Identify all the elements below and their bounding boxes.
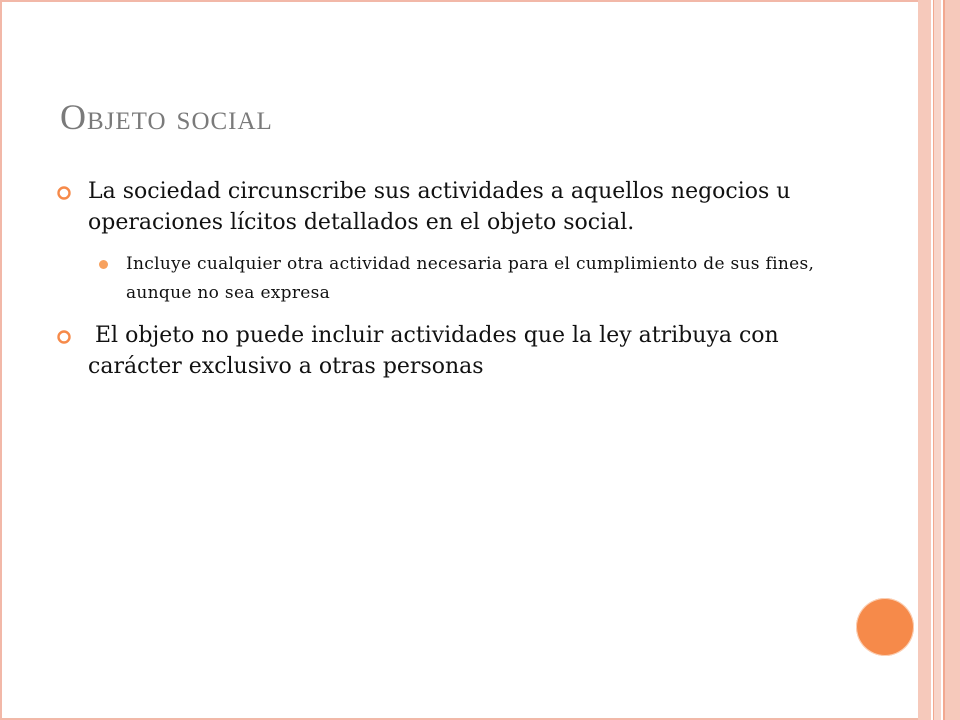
- dot-bullet-icon: [99, 260, 108, 269]
- slide-title: Objeto social: [60, 97, 273, 137]
- bullet-item: [56, 320, 816, 382]
- sub-bullet-item: [94, 250, 816, 308]
- decor-stripe: [934, 0, 941, 720]
- slide-content: [56, 176, 816, 394]
- decor-stripe: [945, 0, 960, 720]
- bullet-text: El objeto no puede incluir actividades que la ley atribuya con carácter exclusivo a otras personas: [88, 323, 786, 379]
- ring-bullet-icon: [56, 329, 72, 345]
- sub-bullet-text: Incluye cualquier otra actividad necesaria para el cumplimiento de sus fines, aunque no sea expresa: [126, 254, 815, 303]
- bullet-text: La sociedad circunscribe sus actividades a aquellos negocios u operaciones lícitos detallados en el objeto social.: [88, 179, 791, 235]
- ring-bullet-icon: [56, 185, 72, 201]
- decor-circle: [856, 598, 914, 656]
- decor-stripe: [918, 0, 931, 720]
- bullet-item: [56, 176, 816, 238]
